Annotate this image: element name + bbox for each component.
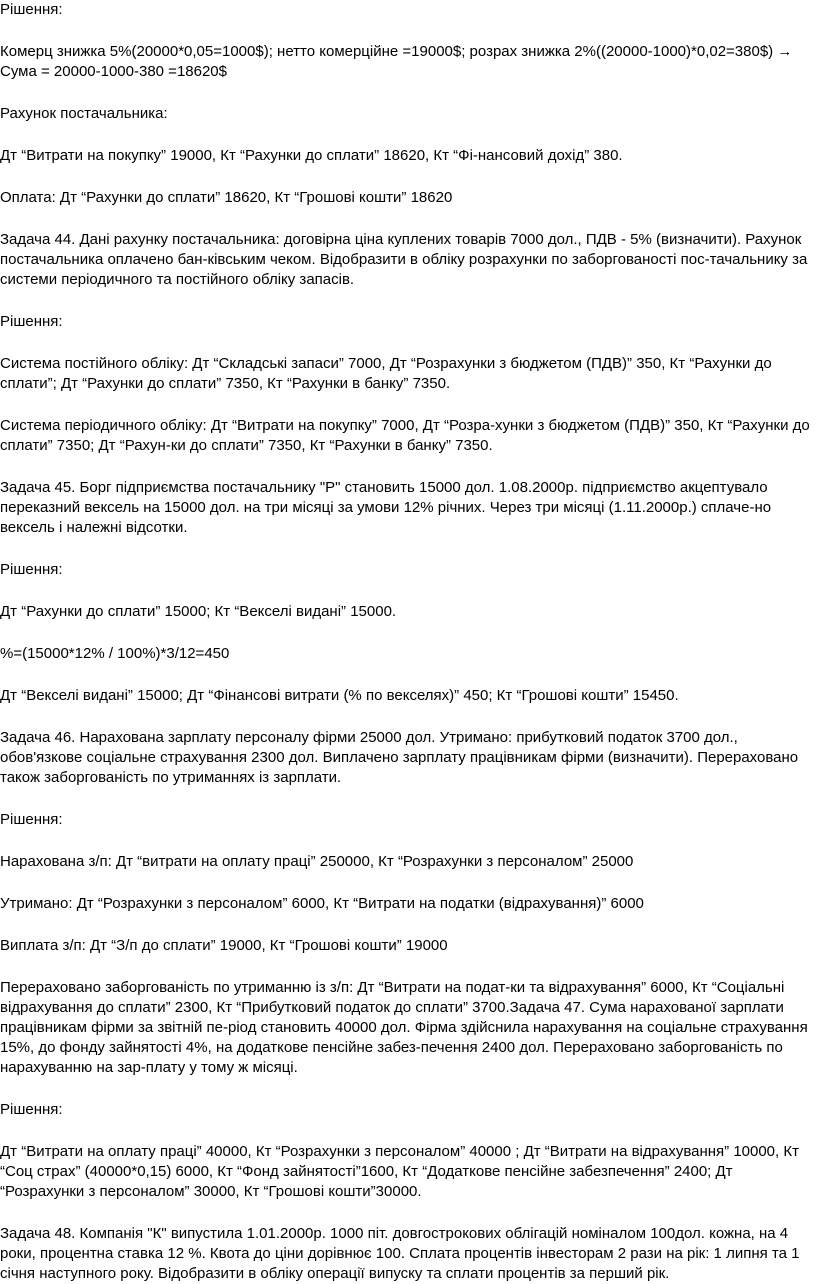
periodic-system-entry: Система періодичного обліку: Дт “Витрати на покупку” 7000, Дт “Розра-хунки з бюджетом (ПДВ)” 350, Кт “Рахунки до сплати” 7350; Дт “Рахун-ки до сплати” 7350, Кт “Рахунки в банку” 7350.: [0, 417, 810, 454]
perpetual-system-entry: Система постійного обліку: Дт “Складські запаси” 7000, Дт “Розрахунки з бюджетом (ПДВ)” 350, Кт “Рахунки до сплати”; Дт “Рахунки до сплати” 7350, Кт “Рахунки в банку” 7350.: [0, 355, 772, 392]
salary-accrual-entry: Нарахована з/п: Дт “витрати на оплату праці” 250000, Кт “Розрахунки з персоналом” 25000: [0, 853, 634, 870]
journal-entry: Дт “Рахунки до сплати” 15000; Кт “Векселі видані” 15000.: [0, 603, 397, 620]
discount-calculation: Комерц знижка 5%(20000*0,05=1000$); нетто комерційне =19000$; розрах знижка 2%((20000-1000)*0,02=380$) → Сума = 20000-1000-380 =18620$: [0, 43, 793, 80]
withholding-entry: Утримано: Дт “Розрахунки з персоналом” 6000, Кт “Витрати на податки (відрахування)” 6000: [0, 895, 644, 912]
interest-formula: %=(15000*12% / 100%)*3/12=450: [0, 645, 230, 662]
heading-solution: Рішення:: [0, 811, 63, 828]
heading-solution: Рішення:: [0, 561, 63, 578]
journal-entry: Дт “Витрати на покупку” 19000, Кт “Рахунки до сплати” 18620, Кт “Фі-нансовий дохід” 380.: [0, 147, 623, 164]
heading-solution: Рішення:: [0, 1101, 63, 1118]
task-48: Задача 48. Компанія "К" випустила 1.01.2000р. 1000 піт. довгострокових облігацій номіналом 100дол. кожна, на 4 роки, процентна ставка 12 %. Квота до ціни дорівнює 100. Сплата процентів інвесторам 2 рази на рік: 1 липня та 1 січня наступного року. Відобразити в обліку операції випуску та сплати процентів за перший рік.: [0, 1225, 800, 1282]
task-47: Перераховано заборгованість по утриманню із з/п: Дт “Витрати на подат-ки та відрахування” 6000, Кт “Соціальні відрахування до сплати” 2300, Кт “Прибутковий податок до сплати” 3700.Задача 47. Сума нарахованої зарплати працівникам фірми за звітній пе-ріод становить 40000 дол. Фірма здійснила нарахування на соціальне страхування 15%, до фонду зайнятості 4%, на додаткове пенсійне забез-печення 2400 дол. Перераховано заборгованість по нарахуванню на зар-плату у тому ж місяці.: [0, 979, 808, 1076]
journal-entry: Дт “Векселі видані” 15000; Дт “Фінансові витрати (% по векселях)” 450; Кт “Грошові кошти” 15450.: [0, 687, 679, 704]
journal-entry: Дт “Витрати на оплату праці” 40000, Кт “Розрахунки з персоналом” 40000 ; Дт “Витрати на відрахування” 10000, Кт “Соц страх” (40000*0,15) 6000, Кт “Фонд зайнятості”1600, Кт “Додаткове пенсійне забезпечення” 2400; Дт “Розрахунки з персоналом” 30000, Кт “Грошові кошти”30000.: [0, 1143, 799, 1200]
task-46: Задача 46. Нарахована зарплату персоналу фірми 25000 дол. Утримано: прибутковий податок 3700 дол., обов'язкове соціальне страхування 2300 дол. Виплачено зарплату працівникам фірми (визначити). Перераховано також заборгованість по утриманнях із зарплати.: [0, 729, 799, 786]
task-45: Задача 45. Борг підприємства постачальнику "Р" становить 15000 дол. 1.08.2000р. підприємство акцептувало переказний вексель на 15000 дол. на три місяці за умови 12% річних. Через три місяці (1.11.2000р.) сплаче-но вексель і належні відсотки.: [0, 479, 772, 536]
salary-payment-entry: Виплата з/п: Дт “З/п до сплати” 19000, Кт “Грошові кошти” 19000: [0, 937, 448, 954]
payment-entry: Оплата: Дт “Рахунки до сплати” 18620, Кт “Грошові кошти” 18620: [0, 189, 453, 206]
heading-solution: Рішення:: [0, 313, 63, 330]
supplier-invoice-heading: Рахунок постачальника:: [0, 105, 168, 122]
heading-solution: Рішення:: [0, 1, 63, 18]
task-44: Задача 44. Дані рахунку постачальника: договірна ціна куплених товарів 7000 дол., ПДВ - 5% (визначити). Рахунок постачальника оплачено бан-ківським чеком. Відобразити в обліку розрахунки по заборгованості пос-тачальнику за системи періодичного та постійного обліку запасів.: [0, 231, 808, 288]
